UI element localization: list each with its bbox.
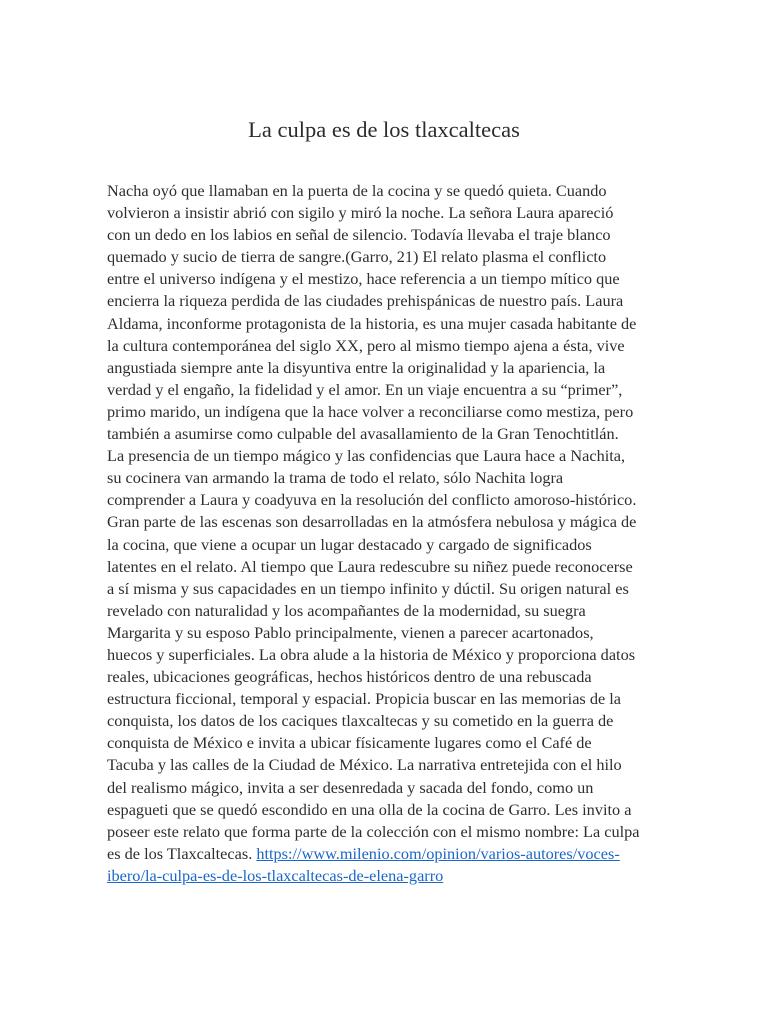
body-line: entre el universo indígena y el mestizo, hace referencia a un tiempo mítico que xyxy=(107,269,620,289)
article-link[interactable]: https://www.milenio.com/opinion/varios-autores/voces- xyxy=(256,843,620,863)
body-line: Tacuba y las calles de la Ciudad de México. La narrativa entretejida con el hilo xyxy=(107,755,622,775)
body-line: la cocina, que viene a ocupar un lugar destacado y cargado de significados xyxy=(107,534,592,554)
body-line: también a asumirse como culpable del avasallamiento de la Gran Tenochtitlán. xyxy=(107,424,619,444)
body-line: reales, ubicaciones geográficas, hechos históricos dentro de una rebuscada xyxy=(107,667,592,687)
body-line: angustiada siempre ante la disyuntiva entre la originalidad y la apariencia, la xyxy=(107,357,606,377)
body-line: a sí misma y sus capacidades en un tiempo infinito y dúctil. Su origen natural es xyxy=(107,578,629,598)
body-line: Nacha oyó que llamaban en la puerta de la cocina y se quedó quieta. Cuando xyxy=(107,181,607,200)
body-line: quemado y sucio de tierra de sangre.(Garro, 21) El relato plasma el conflicto xyxy=(107,247,607,267)
body-line: comprender a Laura y coadyuva en la resolución del conflicto amoroso-histórico. xyxy=(107,490,637,510)
body-line: verdad y el engaño, la fidelidad y el amor. En un viaje encuentra a su “primer”, xyxy=(107,379,623,399)
body-line: Margarita y su esposo Pablo principalmente, vienen a parecer acartonados, xyxy=(107,622,594,642)
body-line: huecos y superficiales. La obra alude a la historia de México y proporciona datos xyxy=(107,644,636,664)
body-line: conquista, los datos de los caciques tlaxcaltecas y su cometido en la guerra de xyxy=(107,711,614,731)
body-line xyxy=(107,843,677,865)
body-line: primo marido, un indígena que la hace volver a reconciliarse como mestiza, pero xyxy=(107,401,634,421)
document-body xyxy=(107,180,677,887)
body-line: la cultura contemporánea del siglo XX, pero al mismo tiempo ajena a ésta, vive xyxy=(107,335,625,355)
document-title: La culpa es de los tlaxcaltecas xyxy=(248,117,520,142)
body-line: latentes en el relato. Al tiempo que Laura redescubre su niñez puede reconocerse xyxy=(107,556,633,576)
body-line: con un dedo en los labios en señal de silencio. Todavía llevaba el traje blanco xyxy=(107,225,611,245)
body-line: conquista de México e invita a ubicar físicamente lugares como el Café de xyxy=(107,733,592,753)
body-line: Gran parte de las escenas son desarrolladas en la atmósfera nebulosa y mágica de xyxy=(107,512,637,532)
body-line: volvieron a insistir abrió con sigilo y miró la noche. La señora Laura apareció xyxy=(107,203,614,223)
body-line: del realismo mágico, invita a ser desenredada y sacada del fondo, como un xyxy=(107,777,594,797)
body-line: estructura ficcional, temporal y espacial. Propicia buscar en las memorias de la xyxy=(107,689,622,709)
article-link-continued[interactable]: ibero/la-culpa-es-de-los-tlaxcaltecas-de-elena-garro xyxy=(107,865,444,885)
body-line: Aldama, inconforme protagonista de la historia, es una mujer casada habitante de xyxy=(107,313,637,333)
body-line: espagueti que se quedó escondido en una olla de la cocina de Garro. Les invito a xyxy=(107,799,632,819)
body-line: La presencia de un tiempo mágico y las confidencias que Laura hace a Nachita, xyxy=(107,446,626,466)
body-line xyxy=(107,865,677,887)
body-line: revelado con naturalidad y los acompañantes de la modernidad, su suegra xyxy=(107,600,586,620)
body-line: su cocinera van armando la trama de todo el relato, sólo Nachita logra xyxy=(107,468,564,488)
body-text: es de los Tlaxcaltecas. xyxy=(107,843,257,863)
body-line: encierra la riqueza perdida de las ciudades prehispánicas de nuestro país. Laura xyxy=(107,291,624,311)
body-line: poseer este relato que forma parte de la colección con el mismo nombre: La culpa xyxy=(107,821,640,841)
